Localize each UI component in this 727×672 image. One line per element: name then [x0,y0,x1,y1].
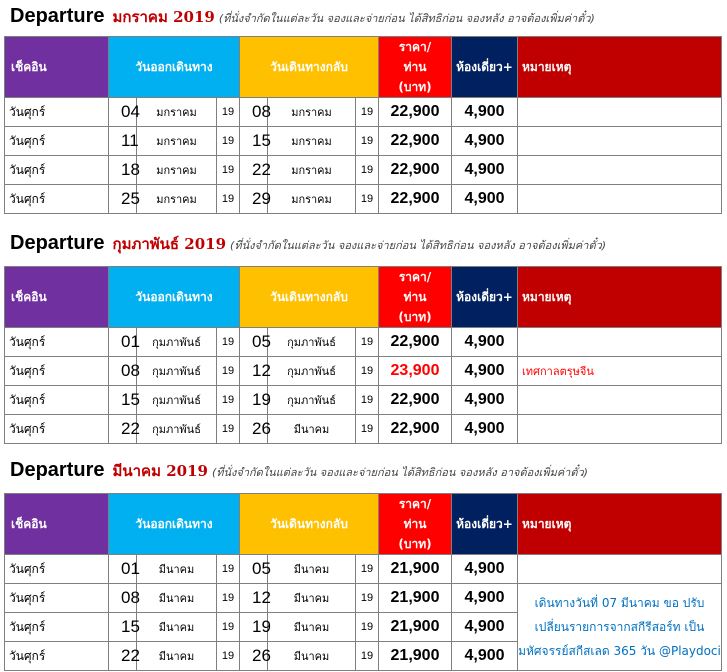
outbound-month: มีนาคม [137,613,217,642]
header-return-date: วันเดินทางกลับ [240,267,379,328]
price-per-person: 22,900 [379,415,452,444]
remark [518,386,722,415]
single-supplement: 4,900 [452,127,518,156]
header-price-text: ราคา/ท่าน (บาท) [398,497,432,551]
return-month: มีนาคม [268,642,356,671]
outbound-day-number: 04 [109,98,137,127]
single-supplement: 4,900 [452,555,518,584]
checkin-day: วันศุกร์ [5,555,109,584]
outbound-year: 19 [217,386,240,415]
return-year: 19 [356,98,379,127]
single-supplement: 4,900 [452,415,518,444]
table-row [5,386,722,415]
table-row [5,415,722,444]
table-row [5,156,722,185]
outbound-day-number: 15 [109,613,137,642]
return-day-number: 26 [240,642,268,671]
return-month: มกราคม [268,185,356,214]
outbound-day-number: 22 [109,642,137,671]
month-title: มีนาคม 2019 [112,462,208,480]
header-outbound-date: วันออกเดินทาง [109,37,240,98]
outbound-day-number: 25 [109,185,137,214]
section-heading [10,5,595,29]
outbound-day-number: 11 [109,127,137,156]
single-supplement: 4,900 [452,642,518,671]
header-checkin: เช็คอิน [5,37,109,98]
month-title: มกราคม 2019 [112,8,215,26]
section-heading [10,232,606,256]
return-day-number: 19 [240,386,268,415]
header-price-text: ราคา/ท่าน (บาท) [398,270,432,324]
return-day-number: 05 [240,328,268,357]
header-remark: หมายเหตุ [518,267,722,328]
return-day-number: 12 [240,357,268,386]
remark [518,555,722,584]
outbound-month: กุมภาพันธ์ [137,386,217,415]
checkin-day: วันศุกร์ [5,386,109,415]
outbound-month: มีนาคม [137,584,217,613]
departure-table [4,493,722,671]
price-per-person: 21,900 [379,642,452,671]
outbound-month: มีนาคม [137,642,217,671]
price-per-person: 22,900 [379,156,452,185]
checkin-day: วันศุกร์ [5,357,109,386]
outbound-month: มกราคม [137,156,217,185]
return-day-number: 29 [240,185,268,214]
outbound-year: 19 [217,328,240,357]
section-heading [10,459,588,483]
return-month: มกราคม [268,127,356,156]
header-single-supplement: ห้องเดี่ยว+ [452,37,518,98]
remark [518,328,722,357]
checkin-day: วันศุกร์ [5,98,109,127]
header-price-text: ราคา/ท่าน (บาท) [398,40,432,94]
header-remark: หมายเหตุ [518,37,722,98]
departure-table [4,36,722,214]
price-per-person: 21,900 [379,613,452,642]
single-supplement: 4,900 [452,98,518,127]
merged-remark: เดินทางวันที่ 07 มีนาคม ขอ ปรับเปลี่ยนรายการจากสกีรีสอร์ท เป็น มหัศจรรย์สกีสเลด 365 วัน @Playdoci [518,584,722,671]
table-row [5,127,722,156]
header-remark: หมายเหตุ [518,494,722,555]
remark [518,156,722,185]
header-row [5,494,722,555]
header-checkin: เช็คอิน [5,267,109,328]
outbound-month: มกราคม [137,185,217,214]
outbound-year: 19 [217,357,240,386]
header-price [379,37,452,98]
single-supplement: 4,900 [452,584,518,613]
table-row [5,98,722,127]
table-row [5,555,722,584]
remark [518,415,722,444]
header-single-supplement: ห้องเดี่ยว+ [452,267,518,328]
outbound-year: 19 [217,156,240,185]
remark [518,127,722,156]
outbound-day-number: 01 [109,328,137,357]
price-per-person: 22,900 [379,328,452,357]
departure-label: Departure [10,232,105,254]
outbound-year: 19 [217,415,240,444]
header-price [379,267,452,328]
header-return-date: วันเดินทางกลับ [240,37,379,98]
header-checkin: เช็คอิน [5,494,109,555]
checkin-day: วันศุกร์ [5,328,109,357]
remark: เทศกาลตรุษจีน [518,357,722,386]
header-price [379,494,452,555]
return-year: 19 [356,584,379,613]
table-row [5,584,722,613]
return-year: 19 [356,642,379,671]
return-month: มีนาคม [268,555,356,584]
outbound-year: 19 [217,98,240,127]
header-outbound-date: วันออกเดินทาง [109,267,240,328]
outbound-day-number: 22 [109,415,137,444]
table-row [5,328,722,357]
return-month: กุมภาพันธ์ [268,357,356,386]
checkin-day: วันศุกร์ [5,185,109,214]
single-supplement: 4,900 [452,386,518,415]
header-row [5,37,722,98]
outbound-day-number: 08 [109,584,137,613]
booking-note: (ที่นั่งจำกัดในแต่ละวัน จองและจ่ายก่อน ได้สิทธิก่อน จองหลัง อาจต้องเพิ่มค่าตั๋ว) [218,12,595,25]
remark [518,98,722,127]
outbound-day-number: 18 [109,156,137,185]
return-year: 19 [356,357,379,386]
return-year: 19 [356,328,379,357]
return-year: 19 [356,613,379,642]
outbound-month: มีนาคม [137,555,217,584]
return-day-number: 22 [240,156,268,185]
single-supplement: 4,900 [452,613,518,642]
return-month: มกราคม [268,98,356,127]
checkin-day: วันศุกร์ [5,415,109,444]
outbound-day-number: 01 [109,555,137,584]
single-supplement: 4,900 [452,156,518,185]
outbound-day-number: 08 [109,357,137,386]
return-year: 19 [356,156,379,185]
booking-note: (ที่นั่งจำกัดในแต่ละวัน จองและจ่ายก่อน ได้สิทธิก่อน จองหลัง อาจต้องเพิ่มค่าตั๋ว) [211,466,588,479]
departure-table [4,266,722,444]
return-day-number: 15 [240,127,268,156]
outbound-month: กุมภาพันธ์ [137,328,217,357]
return-month: มกราคม [268,156,356,185]
return-day-number: 05 [240,555,268,584]
return-day-number: 26 [240,415,268,444]
price-per-person: 22,900 [379,127,452,156]
single-supplement: 4,900 [452,328,518,357]
return-day-number: 19 [240,613,268,642]
checkin-day: วันศุกร์ [5,613,109,642]
return-year: 19 [356,185,379,214]
departure-label: Departure [10,459,105,481]
outbound-month: กุมภาพันธ์ [137,357,217,386]
booking-note: (ที่นั่งจำกัดในแต่ละวัน จองและจ่ายก่อน ได้สิทธิก่อน จองหลัง อาจต้องเพิ่มค่าตั๋ว) [230,239,607,252]
checkin-day: วันศุกร์ [5,642,109,671]
price-per-person: 21,900 [379,555,452,584]
outbound-month: กุมภาพันธ์ [137,415,217,444]
return-year: 19 [356,127,379,156]
outbound-month: มกราคม [137,127,217,156]
outbound-day-number: 15 [109,386,137,415]
return-year: 19 [356,386,379,415]
checkin-day: วันศุกร์ [5,127,109,156]
single-supplement: 4,900 [452,185,518,214]
price-per-person: 22,900 [379,386,452,415]
price-per-person: 23,900 [379,357,452,386]
return-month: มีนาคม [268,613,356,642]
header-return-date: วันเดินทางกลับ [240,494,379,555]
outbound-year: 19 [217,584,240,613]
price-per-person: 22,900 [379,185,452,214]
return-day-number: 08 [240,98,268,127]
return-month: กุมภาพันธ์ [268,328,356,357]
outbound-year: 19 [217,613,240,642]
return-month: กุมภาพันธ์ [268,386,356,415]
checkin-day: วันศุกร์ [5,584,109,613]
remark [518,185,722,214]
outbound-year: 19 [217,127,240,156]
header-single-supplement: ห้องเดี่ยว+ [452,494,518,555]
outbound-month: มกราคม [137,98,217,127]
return-year: 19 [356,555,379,584]
return-day-number: 12 [240,584,268,613]
outbound-year: 19 [217,555,240,584]
checkin-day: วันศุกร์ [5,156,109,185]
month-title: กุมภาพันธ์ 2019 [112,235,227,253]
return-year: 19 [356,415,379,444]
table-row [5,185,722,214]
price-per-person: 22,900 [379,98,452,127]
return-month: มีนาคม [268,584,356,613]
single-supplement: 4,900 [452,357,518,386]
departure-label: Departure [10,5,105,27]
header-row [5,267,722,328]
outbound-year: 19 [217,185,240,214]
header-outbound-date: วันออกเดินทาง [109,494,240,555]
table-row [5,357,722,386]
price-per-person: 21,900 [379,584,452,613]
return-month: มีนาคม [268,415,356,444]
outbound-year: 19 [217,642,240,671]
